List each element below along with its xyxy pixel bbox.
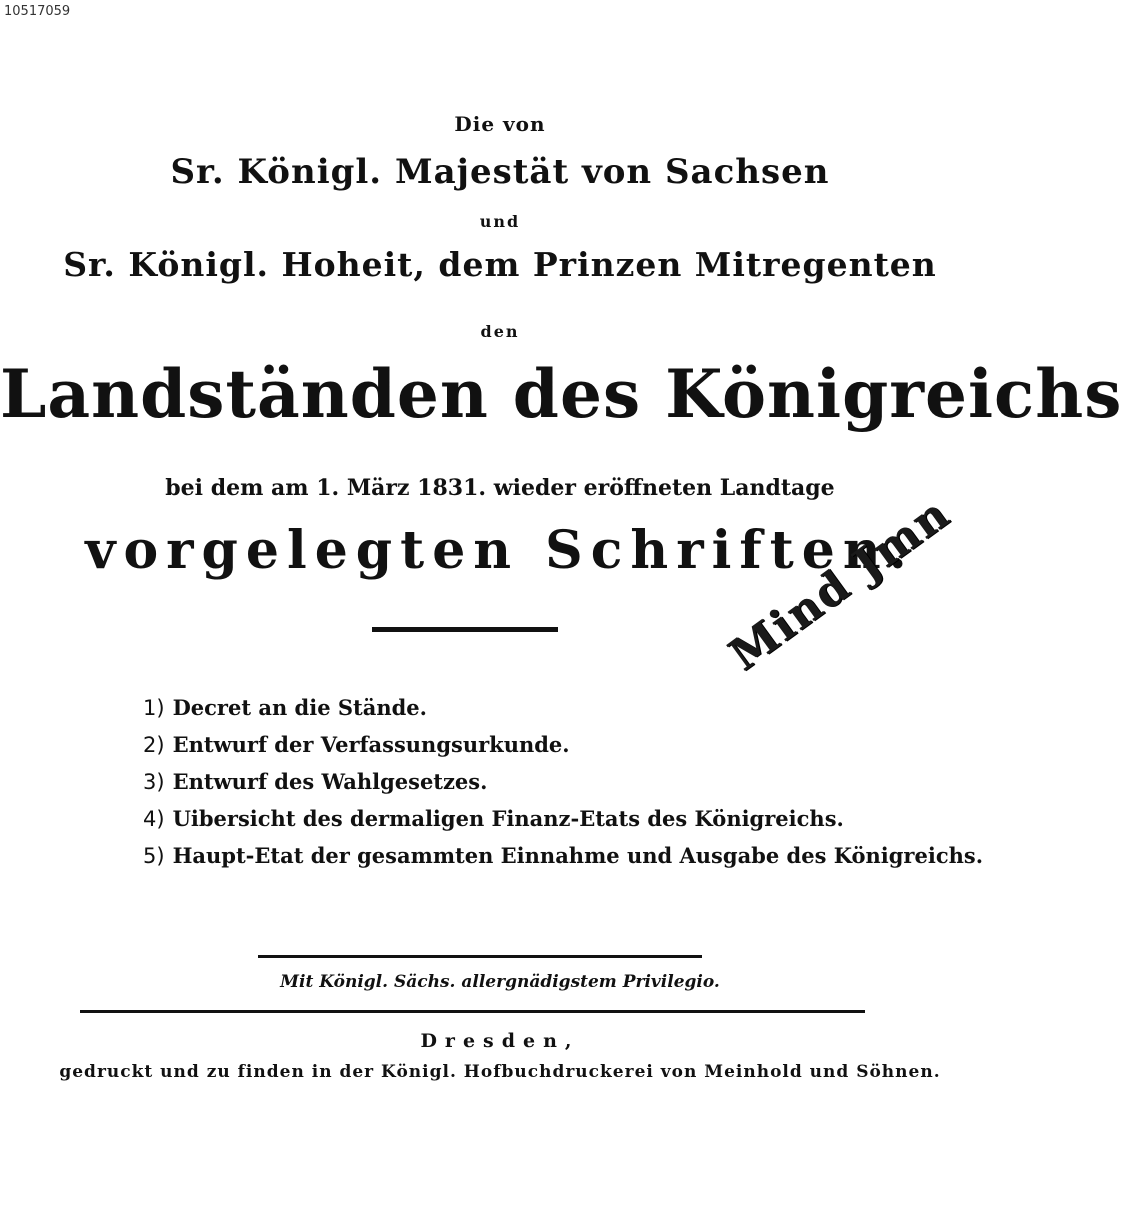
item-text: Decret an die Stände. (172, 695, 427, 720)
subtitle: vorgelegten Schriften. (85, 520, 915, 581)
item-number: 5) (143, 844, 165, 868)
item-number: 2) (143, 733, 165, 757)
item-number: 4) (143, 807, 165, 831)
imprint-printer: gedruckt und zu finden in der Königl. Hofbuchdruckerei von Meinhold und Söhnen. (59, 1062, 941, 1082)
item-number: 1) (143, 696, 165, 720)
item-text: Haupt-Etat der gesammten Einnahme und Ausgabe des Königreichs. (172, 843, 984, 868)
title-line-2: Sr. Königl. Majestät von Sachsen (170, 152, 830, 192)
main-title: Landständen des Königreichs (0, 355, 1122, 433)
library-stamp: Mind Jmn (720, 487, 960, 681)
divider-rule (80, 1010, 865, 1013)
privilege-line: Mit Königl. Sächs. allergnädigstem Privilegio. (280, 972, 720, 992)
title-line-5: den (480, 322, 520, 341)
divider-rule (258, 955, 702, 958)
item-text: Entwurf des Wahlgesetzes. (172, 769, 488, 794)
list-item (143, 843, 984, 880)
item-text: Entwurf der Verfassungsurkunde. (172, 732, 570, 757)
item-number: 3) (143, 770, 165, 794)
title-line-1: Die von (454, 112, 546, 136)
list-item (143, 769, 903, 806)
list-item (143, 695, 903, 732)
list-item (143, 806, 903, 843)
catalog-id: 10517059 (4, 4, 71, 19)
list-item (143, 732, 903, 769)
title-line-3: und (479, 212, 521, 231)
imprint-city: Dresden, (420, 1030, 580, 1052)
contents-list (143, 695, 984, 880)
title-line-4: Sr. Königl. Hoheit, dem Prinzen Mitregenten (63, 245, 937, 284)
item-text: Uibersicht des dermaligen Finanz-Etats des Königreichs. (172, 806, 844, 831)
divider-rule (372, 627, 558, 632)
title-line-7: bei dem am 1. März 1831. wieder eröffneten Landtage (165, 475, 835, 501)
